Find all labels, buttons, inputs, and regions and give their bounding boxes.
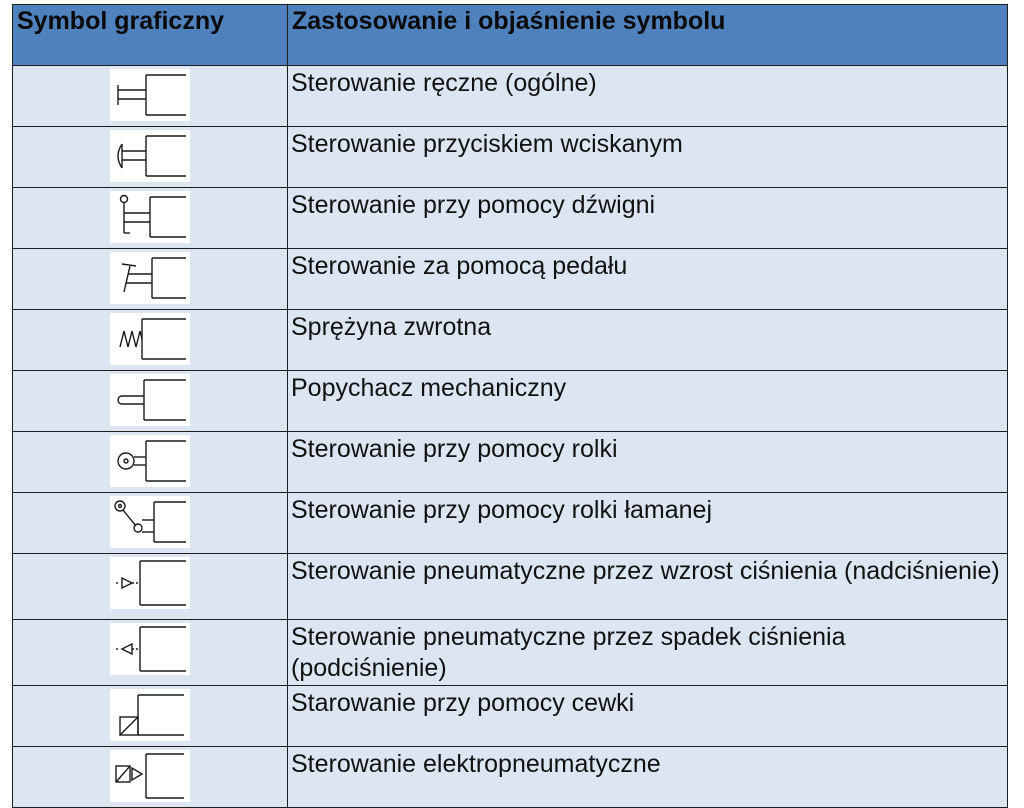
list-item: Starowanie przy pomocy cewki (288, 686, 1008, 747)
table-row (13, 127, 1008, 188)
pneumatic-pressure-drop-icon (110, 623, 190, 675)
push-button-control-icon (110, 130, 190, 182)
list-item: Sprężyna zwrotna (288, 310, 1008, 371)
table-row (13, 493, 1008, 554)
table-row (13, 66, 1008, 127)
table-row (13, 371, 1008, 432)
return-spring-icon (110, 313, 190, 365)
list-item: Popychacz mechaniczny (288, 371, 1008, 432)
idle-return-roller-icon (110, 496, 190, 548)
table-row (13, 747, 1008, 808)
roller-control-icon (110, 435, 190, 487)
table-row (13, 188, 1008, 249)
lever-control-icon (110, 191, 190, 243)
mechanical-plunger-icon (110, 374, 190, 426)
symbol-table (12, 4, 1008, 808)
pneumatic-pressure-rise-icon (110, 557, 190, 609)
solenoid-control-icon (110, 689, 190, 741)
list-item: Sterowanie elektropneumatyczne (288, 747, 1008, 808)
table-row (13, 620, 1008, 686)
list-item: Sterowanie przyciskiem wciskanym (288, 127, 1008, 188)
table-row (13, 554, 1008, 620)
list-item: Sterowanie przy pomocy rolki (288, 432, 1008, 493)
list-item: Sterowanie pneumatyczne przez spadek ciśnienia (podciśnienie) (288, 620, 1008, 686)
list-item: Sterowanie przy pomocy dźwigni (288, 188, 1008, 249)
electropneumatic-control-icon (110, 750, 190, 802)
list-item: Sterowanie ręczne (ogólne) (288, 66, 1008, 127)
manual-control-icon (110, 69, 190, 121)
header-symbol: Symbol graficzny (13, 5, 288, 66)
table-row (13, 310, 1008, 371)
table-header-row (13, 5, 1008, 66)
list-item: Sterowanie za pomocą pedału (288, 249, 1008, 310)
pedal-control-icon (110, 252, 190, 304)
list-item: Sterowanie przy pomocy rolki łamanej (288, 493, 1008, 554)
header-description: Zastosowanie i objaśnienie symbolu (288, 5, 1008, 66)
table-row (13, 686, 1008, 747)
table-row (13, 432, 1008, 493)
list-item: Sterowanie pneumatyczne przez wzrost ciśnienia (nadciśnienie) (288, 554, 1008, 620)
table-row (13, 249, 1008, 310)
